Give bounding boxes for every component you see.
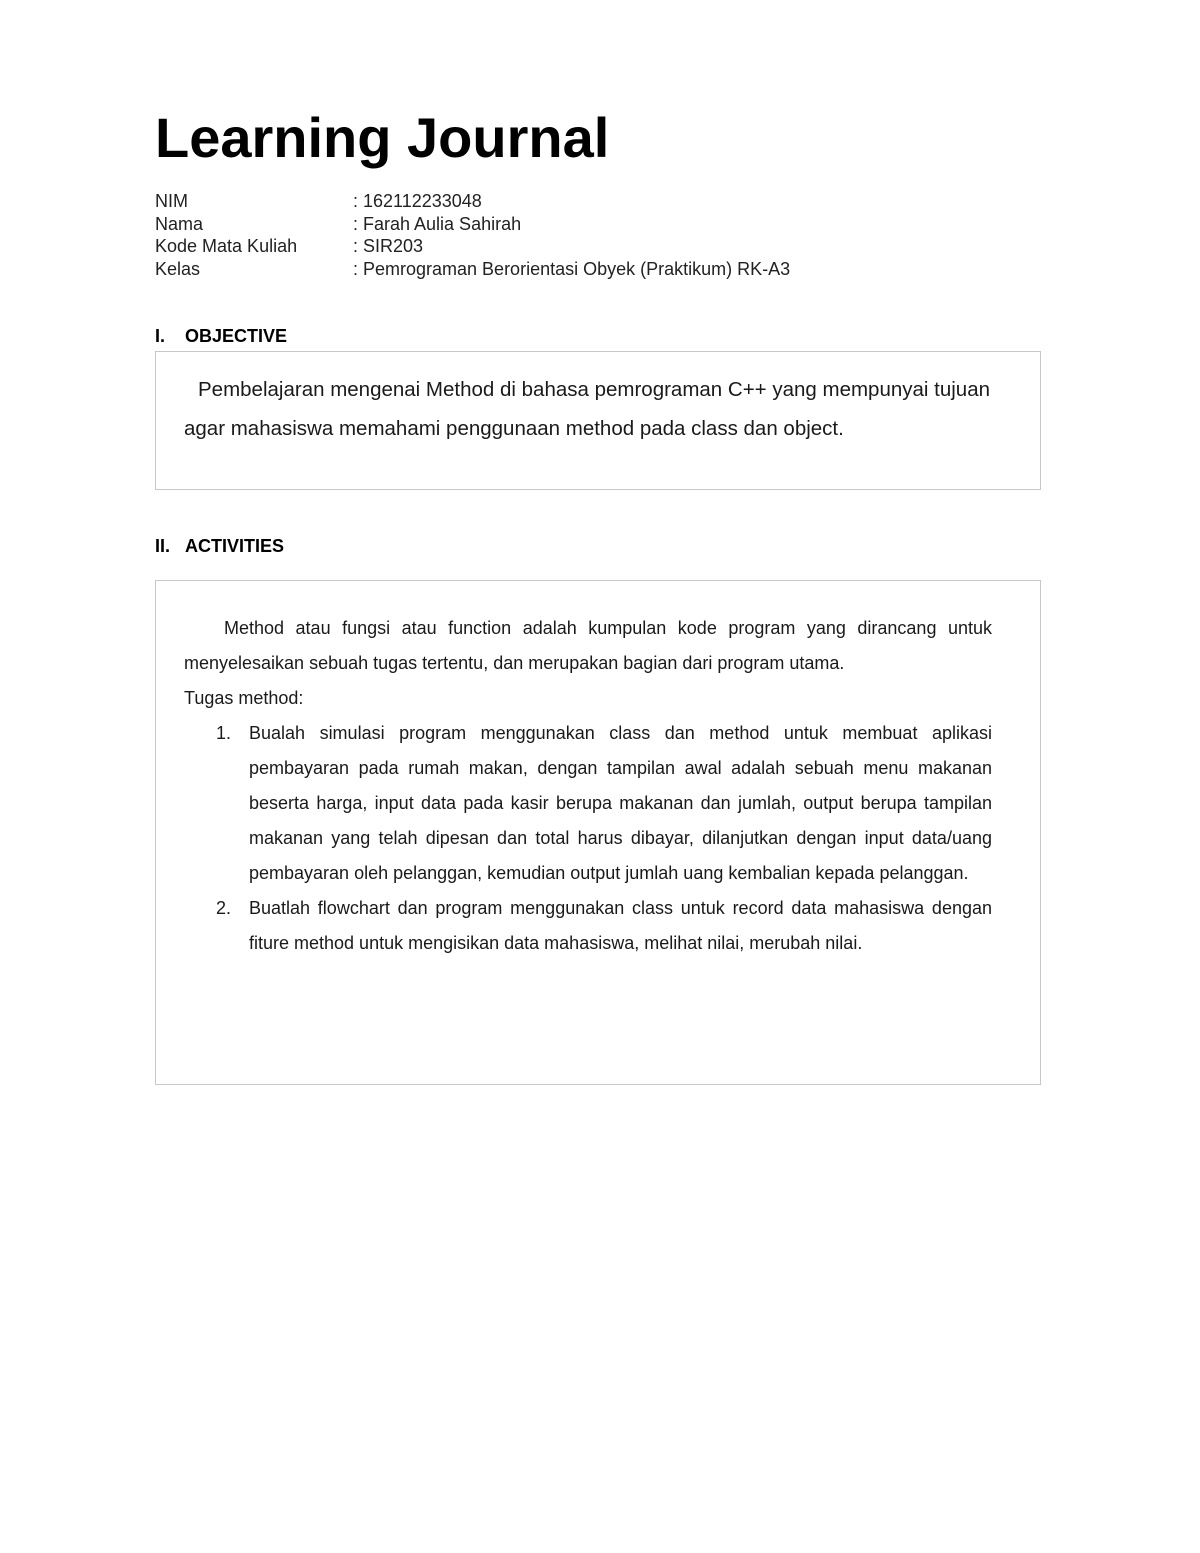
activities-box — [155, 580, 1041, 1085]
info-row-nim — [155, 190, 790, 213]
activities-intro: Method atau fungsi atau function adalah kumpulan kode program yang dirancang untuk menyelesaikan sebuah tugas tertentu, dan merupakan bagian dari program utama. — [184, 618, 992, 673]
info-key-nama: Nama — [155, 213, 204, 234]
info-row-kelas — [155, 258, 790, 281]
task-number: 2. — [216, 898, 232, 918]
info-key-kelas: Kelas — [155, 259, 201, 280]
activities-content — [184, 611, 992, 961]
info-value-kode-mata-kuliah: : SIR203 — [353, 236, 424, 257]
objective-heading — [155, 325, 287, 347]
objective-heading-label: OBJECTIVE — [185, 326, 288, 346]
info-row-nama — [155, 213, 790, 236]
info-value-nim: : 162112233048 — [353, 191, 482, 211]
info-row-kode-mata-kuliah — [155, 235, 790, 258]
list-item — [184, 891, 992, 961]
activities-heading-number: II. — [155, 536, 171, 556]
task-list — [184, 716, 992, 961]
page-title: Learning Journal — [155, 106, 610, 169]
objective-box — [155, 351, 1041, 490]
objective-heading-number: I. — [155, 326, 166, 346]
objective-text: Pembelajaran mengenai Method di bahasa pemrograman C++ yang mempunyai tujuan agar mahasiswa memahami penggunaan method pada class dan object. — [184, 378, 991, 440]
task-text: Buatlah flowchart dan program menggunakan class untuk record data mahasiswa dengan fiture method untuk mengisikan data mahasiswa, melihat nilai, merubah nilai. — [249, 898, 992, 953]
task-number: 1. — [216, 723, 232, 743]
info-value-nama: : Farah Aulia Sahirah — [353, 213, 522, 234]
info-key-nim: NIM — [155, 191, 188, 211]
student-info-table — [155, 190, 790, 281]
activities-heading — [155, 535, 284, 557]
info-value-kelas: : Pemrograman Berorientasi Obyek (Praktikum) RK-A3 — [353, 259, 791, 280]
task-text: Bualah simulasi program menggunakan class dan method untuk membuat aplikasi pembayaran pada rumah makan, dengan tampilan awal adalah sebuah menu makanan beserta harga, input data pada kasir berupa makanan dan jumlah, output berupa tampilan makanan yang telah dipesan dan total harus dibayar, dilanjutkan dengan input data/uang pembayaran oleh pelanggan, kemudian output jumlah uang kembalian kepada pelanggan. — [249, 723, 992, 883]
tasks-label: Tugas method: — [184, 688, 304, 708]
activities-heading-label: ACTIVITIES — [185, 536, 285, 556]
list-item — [184, 716, 992, 891]
info-key-kode-mata-kuliah: Kode Mata Kuliah — [155, 236, 298, 257]
